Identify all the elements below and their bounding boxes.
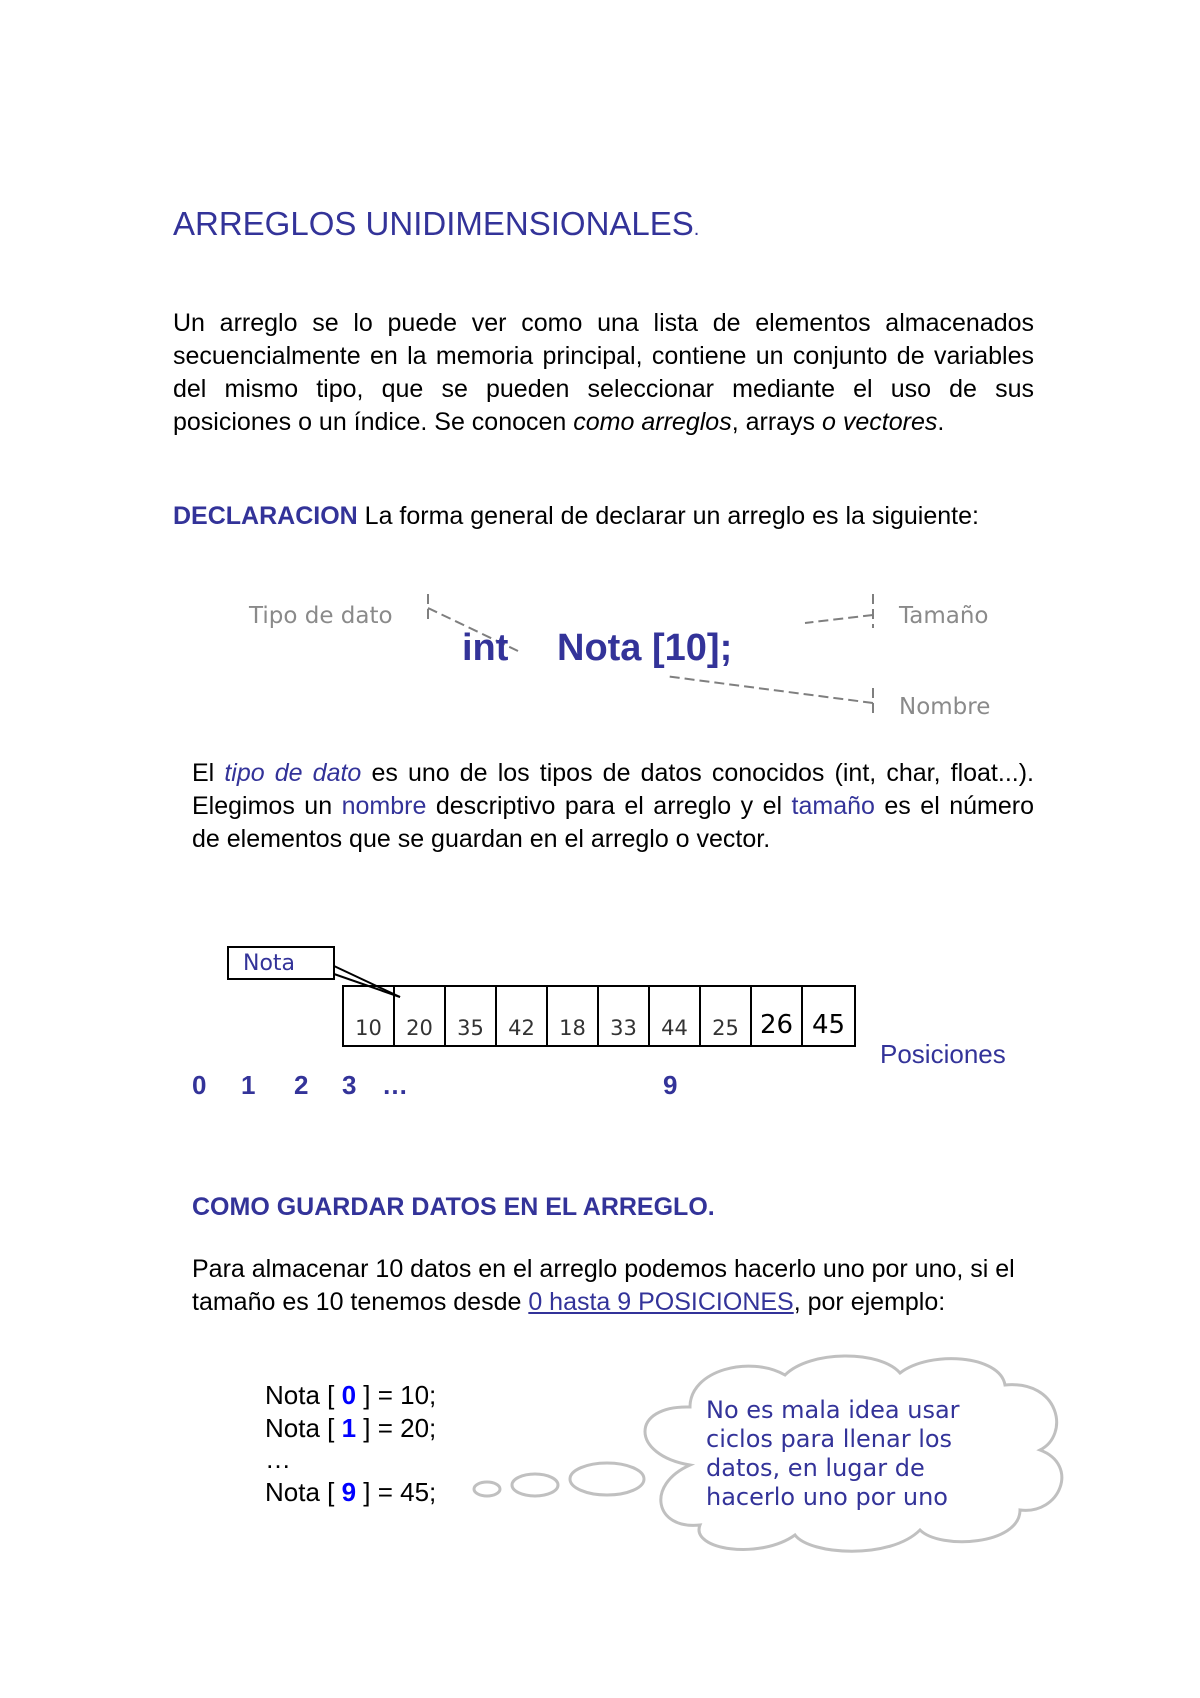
posiciones-label: Posiciones bbox=[880, 1039, 1006, 1069]
code-line bbox=[265, 1413, 436, 1444]
intro-text: Un arreglo se lo puede ver como una lista de elementos almacenados secuencialmente en la memoria principal, contiene un conjunto de variables del mismo tipo, que se pueden seleccionar mediante el uso de sus posiciones o un índice. Se conocen bbox=[173, 309, 1034, 436]
intro-vectores: vectores bbox=[842, 408, 938, 436]
code-post: ] = 45; bbox=[356, 1477, 437, 1507]
intro-mid: , arrays bbox=[731, 408, 822, 436]
declaracion-heading: DECLARACION bbox=[173, 502, 358, 530]
section2-text-2: , por ejemplo: bbox=[793, 1288, 946, 1316]
array-name-box: Nota bbox=[227, 946, 335, 980]
explain-text-2: es uno de los tipos de datos conocidos (int, char, float...). Elegimos un bbox=[192, 759, 1034, 820]
index-label: 3 bbox=[342, 1070, 357, 1100]
code-post: ] = 10; bbox=[356, 1380, 437, 1410]
array-cell: 26 bbox=[752, 987, 803, 1045]
intro-arreglos: arreglos bbox=[641, 408, 732, 436]
code-pre: Nota [ bbox=[265, 1477, 342, 1507]
index-label: 2 bbox=[294, 1070, 309, 1100]
index-label: 9 bbox=[663, 1070, 678, 1100]
declaracion-text: La forma general de declarar un arreglo es la siguiente: bbox=[357, 502, 979, 530]
intro-end: . bbox=[937, 408, 945, 436]
intro-o: o bbox=[822, 408, 836, 436]
explain-text-1: El bbox=[192, 759, 225, 787]
code-index: 1 bbox=[341, 1413, 357, 1443]
code-post: ] = 20; bbox=[356, 1413, 437, 1443]
section2-text-1: Para almacenar 10 datos en el arreglo podemos hacerlo uno por uno, si el tamaño es 10 tenemos desde bbox=[192, 1255, 1015, 1316]
array-cell: 20 bbox=[395, 987, 446, 1045]
explain-tamano: tamaño bbox=[791, 792, 875, 820]
tipo-de-dato-label: Tipo de dato bbox=[249, 603, 393, 629]
explanation-paragraph bbox=[192, 757, 1034, 856]
code-index: 0 bbox=[341, 1380, 357, 1410]
title-dot: . bbox=[693, 218, 700, 240]
explain-text-4: es el número de elementos que se guardan en el arreglo o vector. bbox=[192, 792, 1035, 853]
intro-como: como bbox=[573, 408, 635, 436]
tamano-label: Tamaño bbox=[899, 603, 989, 629]
declaration-type: int bbox=[462, 627, 509, 669]
array-cell: 33 bbox=[599, 987, 650, 1045]
nombre-label: Nombre bbox=[899, 694, 991, 720]
code-index: 9 bbox=[341, 1477, 357, 1507]
title-text: ARREGLOS UNIDIMENSIONALES bbox=[173, 205, 694, 242]
section2-paragraph bbox=[192, 1253, 1034, 1319]
cloud-note: No es mala idea usar ciclos para llenar los datos, en lugar de hacerlo uno por uno bbox=[706, 1396, 960, 1511]
index-label: 1 bbox=[241, 1070, 256, 1100]
array-cell: 25 bbox=[701, 987, 752, 1045]
index-label: 0 bbox=[192, 1070, 207, 1100]
explain-text-3: descriptivo para el arreglo y el bbox=[426, 792, 792, 820]
code-pre: Nota [ bbox=[265, 1380, 342, 1410]
code-ellipsis: … bbox=[265, 1444, 291, 1474]
array-cell: 45 bbox=[811, 1010, 846, 1040]
code-line bbox=[265, 1477, 436, 1508]
positions-link[interactable]: 0 hasta 9 POSICIONES bbox=[528, 1288, 794, 1316]
array-cell: 35 bbox=[446, 987, 497, 1045]
array-cell: 42 bbox=[497, 987, 548, 1045]
array-cell: 18 bbox=[548, 987, 599, 1045]
code-line bbox=[265, 1380, 436, 1411]
explain-nombre: nombre bbox=[341, 792, 427, 820]
explain-tipo: tipo de dato bbox=[224, 759, 362, 787]
array-cell: 44 bbox=[650, 987, 701, 1045]
section-heading: COMO GUARDAR DATOS EN EL ARREGLO. bbox=[192, 1193, 715, 1221]
array-cell: 10 bbox=[344, 987, 395, 1045]
array-cells bbox=[342, 985, 856, 1047]
code-pre: Nota [ bbox=[265, 1413, 342, 1443]
declaration-name-size: Nota [10]; bbox=[557, 627, 733, 669]
index-label: … bbox=[382, 1070, 408, 1100]
